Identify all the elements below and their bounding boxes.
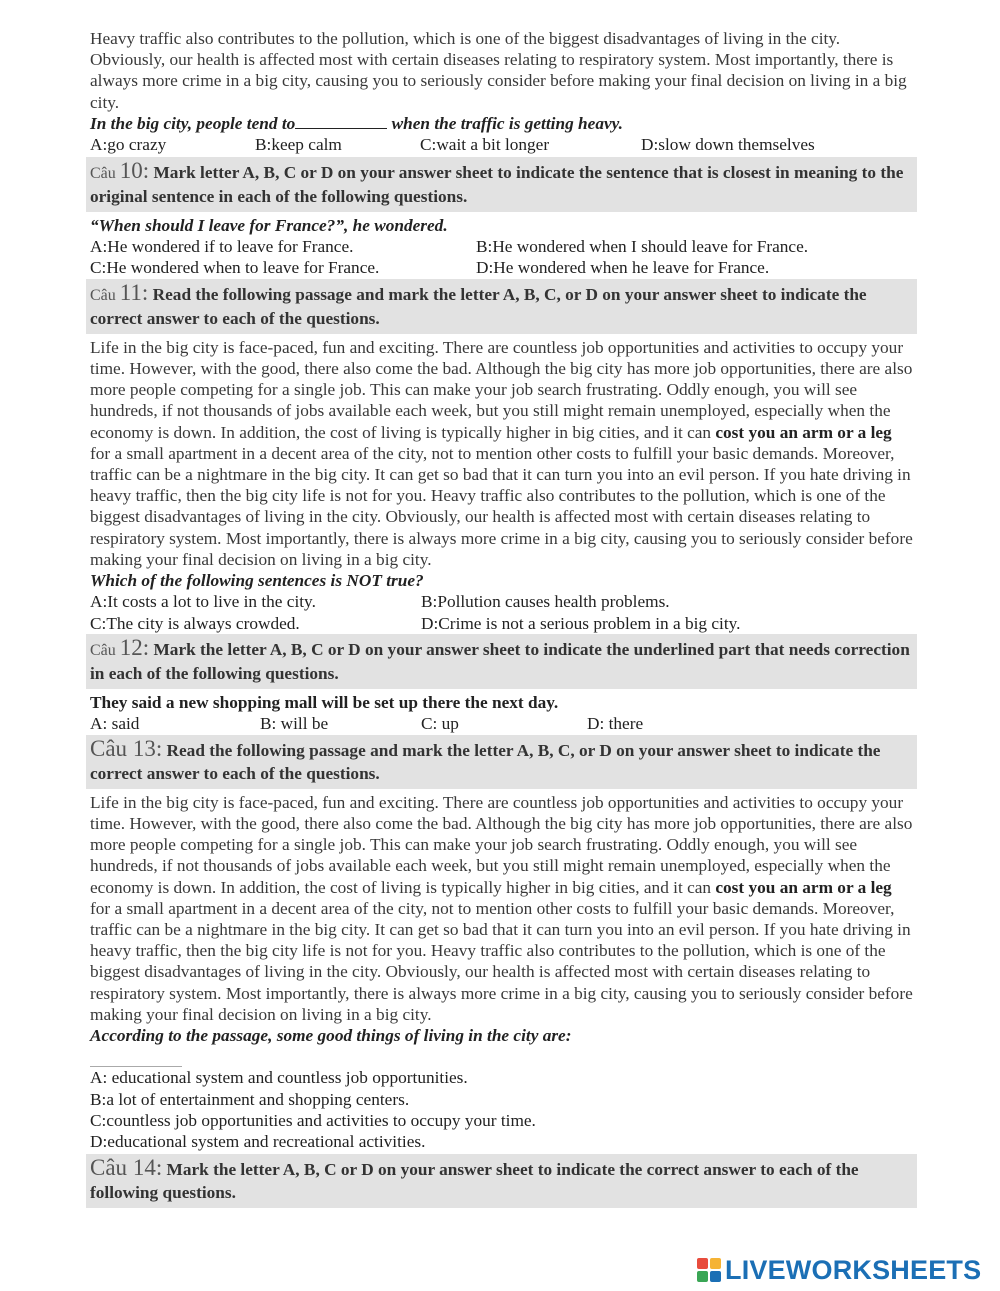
q12-number: 12: — [119, 635, 150, 661]
q11-cau: Câu — [90, 286, 120, 304]
q12-option-d[interactable]: D: there — [587, 714, 644, 734]
q12-option-c[interactable]: C: up — [421, 714, 459, 734]
q10-option-b[interactable]: B:He wondered when I should leave for France. — [476, 236, 809, 256]
q13-passage — [90, 792, 913, 1025]
q11-passage-idiom: cost you an arm or a leg — [715, 422, 892, 442]
q13-number: 13: — [132, 735, 163, 761]
q12-options — [90, 713, 913, 735]
q11-options — [90, 591, 913, 634]
q9-options — [90, 134, 913, 156]
liveworksheets-logo-text: LIVEWORKSHEETS — [725, 1254, 982, 1285]
q9-stem-before: In the big city, people tend to — [90, 113, 296, 133]
q13-instruction: Read the following passage and mark the letter A, B, C, or D on your answer sheet to indicate the correct answer to each of the questions. — [90, 740, 881, 783]
q10-header — [86, 157, 917, 212]
q9-option-d[interactable]: D:slow down themselves — [641, 135, 815, 155]
q11-number: 11: — [119, 279, 149, 305]
q11-option-c[interactable]: C:The city is always crowded. — [90, 613, 300, 633]
liveworksheets-logo-icon — [697, 1258, 721, 1282]
q14-header — [86, 1154, 917, 1208]
q10-number: 10: — [119, 157, 150, 183]
q13-passage-part1: Life in the big city is face-paced, fun and exciting. There are countless job opportunities and activities to occupy your time. However, with the good, there also come the bad. Although the big city has more job opportunities, there are also more people competing for a single job. This can make your job search frustrating. Oddly enough, you will see hundreds, if not thousands of jobs available each week, but you still might remain unemployed, especially when the economy is down. In addition, the cost of living is typically higher in big cities, and it can — [90, 792, 913, 897]
q13-header — [86, 735, 917, 789]
q11-option-d[interactable]: D:Crime is not a serious problem in a big city. — [421, 613, 741, 633]
q9-option-a[interactable]: A:go crazy — [90, 135, 167, 155]
q11-passage-part2: for a small apartment in a decent area of the city, not to mention other costs to fulfill your basic demands. Moreover, traffic can be a nightmare in the big city. It can get so bad that it can turn you into an evil person. If you hate driving in heavy traffic, then the big city life is not for you. Heavy traffic also contributes to the pollution, which is one of the biggest disadvantages of living in the city. Obviously, our health is affected most with certain diseases relating to respiratory system. Most importantly, there is always more crime in a big city, causing you to seriously consider before making your final decision on living in a big city. — [90, 443, 913, 569]
q13-option-d[interactable]: D:educational system and recreational activities. — [90, 1131, 426, 1151]
q10-cau: Câu — [90, 164, 120, 182]
q13-option-a[interactable]: A: educational system and countless job opportunities. — [90, 1068, 468, 1088]
q13-blank[interactable] — [90, 1048, 182, 1067]
q13-options — [90, 1067, 913, 1152]
q14-number: 14: — [132, 1155, 163, 1181]
liveworksheets-logo[interactable] — [697, 1256, 981, 1284]
q10-instruction: Mark letter A, B, C or D on your answer sheet to indicate the sentence that is closest in meaning to the original sentence in each of the following questions. — [90, 162, 904, 206]
q11-passage — [90, 337, 913, 570]
worksheet-page — [90, 28, 913, 1208]
q12-cau: Câu — [90, 642, 120, 660]
q9-option-c[interactable]: C:wait a bit longer — [420, 135, 550, 155]
q11-option-b[interactable]: B:Pollution causes health problems. — [421, 592, 670, 612]
q12-stem: They said a new shopping mall will be set up there the next day. — [90, 693, 559, 713]
q9-blank[interactable] — [295, 113, 387, 129]
q14-instruction: Mark the letter A, B, C or D on your answer sheet to indicate the correct answer to each of the following questions. — [90, 1160, 859, 1203]
q10-option-c[interactable]: C:He wondered when to leave for France. — [90, 258, 380, 278]
q11-passage-part1: Life in the big city is face-paced, fun and exciting. There are countless job opportunities and activities to occupy your time. However, with the good, there also come the bad. Although the big city has more job opportunities, there are also more people competing for a single job. This can make your job search frustrating. Oddly enough, you will see hundreds, if not thousands of jobs available each week, but you still might remain unemployed, especially when the economy is down. In addition, the cost of living is typically higher in big cities, and it can — [90, 337, 913, 442]
q9-stem — [90, 113, 913, 134]
q11-option-a[interactable]: A:It costs a lot to live in the city. — [90, 592, 316, 612]
q13-passage-part2: for a small apartment in a decent area of the city, not to mention other costs to fulfill your basic demands. Moreover, traffic can be a nightmare in the big city. It can get so bad that it can turn you into an evil person. If you hate driving in heavy traffic, then the big city life is not for you. Heavy traffic also contributes to the pollution, which is one of the biggest disadvantages of living in the city. Obviously, our health is affected most with certain diseases relating to respiratory system. Most importantly, there is always more crime in a big city, causing you to seriously consider before making your final decision on living in a big city. — [90, 898, 913, 1024]
q13-cau: Câu — [90, 735, 133, 761]
passage-tail: Heavy traffic also contributes to the pollution, which is one of the biggest disadvantages of living in the city. Obviously, our health is affected most with certain diseases relating to respiratory system. Most importantly, there is always more crime in a big city, causing you to seriously consider before making your final decision on living in a big city. — [90, 29, 907, 112]
q13-option-c[interactable]: C:countless job opportunities and activities to occupy your time. — [90, 1110, 536, 1130]
q12-option-b[interactable]: B: will be — [260, 714, 329, 734]
q13-stem: According to the passage, some good things of living in the city are: — [90, 1026, 572, 1046]
q14-cau: Câu — [90, 1155, 133, 1181]
q12-header — [86, 634, 917, 689]
q12-instruction: Mark the letter A, B, C or D on your answer sheet to indicate the underlined part that needs correction in each of the following questions. — [90, 640, 910, 684]
q13-option-b[interactable]: B:a lot of entertainment and shopping centers. — [90, 1089, 410, 1109]
q10-option-a[interactable]: A:He wondered if to leave for France. — [90, 236, 354, 256]
q9-stem-after: when the traffic is getting heavy. — [387, 113, 623, 133]
q11-instruction: Read the following passage and mark the letter A, B, C, or D on your answer sheet to indicate the correct answer to each of the questions. — [90, 284, 867, 328]
q11-header — [86, 279, 917, 334]
q9-option-b[interactable]: B:keep calm — [255, 135, 342, 155]
q10-stem: “When should I leave for France?”, he wondered. — [90, 215, 448, 235]
q10-options — [90, 236, 913, 279]
q12-option-a[interactable]: A: said — [90, 714, 140, 734]
q11-stem: Which of the following sentences is NOT true? — [90, 570, 424, 590]
q13-passage-idiom: cost you an arm or a leg — [715, 877, 892, 897]
q10-option-d[interactable]: D:He wondered when he leave for France. — [476, 258, 770, 278]
